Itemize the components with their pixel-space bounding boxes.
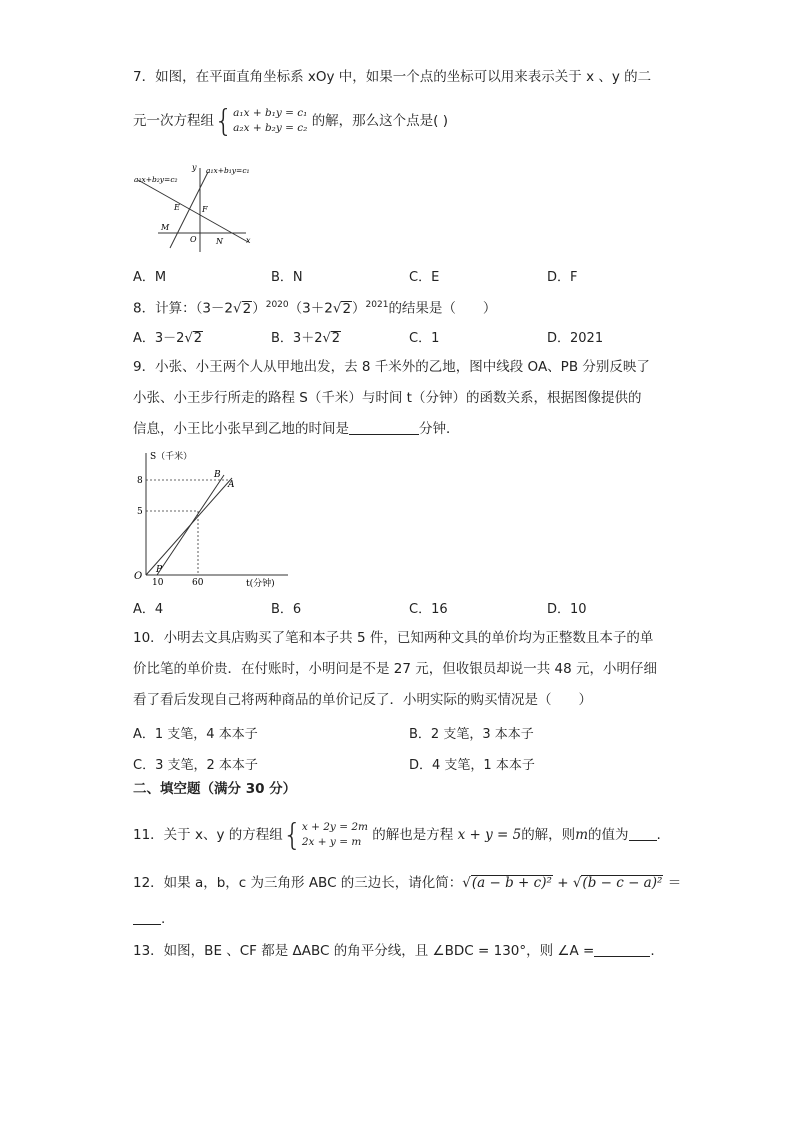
q8-option-b[interactable] — [271, 327, 341, 346]
q9-tick-8: 8 — [137, 476, 143, 486]
q12-radicand-2: (b − c − a)² — [582, 875, 663, 891]
q8-option-b-radicand: 2 — [331, 331, 341, 346]
q7-label-o: O — [190, 235, 197, 244]
q12-end: . — [161, 911, 166, 927]
q8-option-a[interactable] — [133, 327, 203, 346]
q9-line3a: 信息，小王比小张早到乙地的时间是 — [133, 421, 349, 437]
q9-option-b[interactable]: B．6 — [271, 602, 302, 617]
q8-option-b-text: B．3＋2 — [271, 331, 323, 346]
section-heading-fill-in: 二、填空题（满分 30 分） — [133, 781, 297, 797]
q9-xlabel: t(分钟) — [246, 579, 275, 589]
q11-brace: { — [282, 818, 302, 853]
q7-line2 — [133, 106, 448, 137]
q8-option-c[interactable]: C．1 — [409, 331, 440, 346]
q12-radicand-1: (a − b + c)² — [471, 875, 552, 891]
q9-label-a: A — [228, 480, 235, 490]
q7-label-e: E — [174, 203, 180, 212]
q9-figure — [128, 445, 298, 590]
q9-segment-pb — [157, 475, 224, 575]
q8-option-a-sqrt-icon: √ — [184, 331, 193, 346]
q13-answer-blank[interactable] — [594, 944, 650, 957]
q7-label-x: x — [246, 236, 251, 245]
q12-answer-blank[interactable] — [133, 912, 161, 925]
q12-line — [133, 874, 681, 892]
q9-tick-5: 5 — [137, 507, 143, 517]
q9-answer-blank[interactable] — [349, 422, 419, 435]
q7-label-n: N — [216, 237, 223, 246]
q10-option-a[interactable]: A．1 支笔，4 本本子 — [133, 727, 258, 742]
q7-pre: 元一次方程组 — [133, 113, 214, 129]
q11-m: m — [575, 827, 588, 843]
q12-equals: ＝ — [667, 875, 682, 891]
q9-line3b: 分钟． — [419, 421, 460, 437]
q8-exponent-1: 2020 — [265, 300, 289, 310]
q9-line2: 小张、小王步行所走的路程 S（千米）与时间 t（分钟）的函数关系，根据图像提供的 — [133, 390, 642, 406]
q12-sqrt-icon-2: √ — [572, 875, 582, 891]
q7-eq1: a₁x + b₁y = c₁ — [233, 107, 308, 119]
q13-line — [133, 942, 655, 960]
q8-post: 的结果是（ ） — [388, 300, 497, 317]
q11-mid: 的解也是方程 — [372, 827, 454, 843]
q7-option-c[interactable]: C．E — [409, 270, 440, 285]
q12-pre: 12．如果 a，b，c 为三角形 ABC 的三边长，请化简： — [133, 875, 463, 891]
q11-answer-blank[interactable] — [629, 828, 657, 841]
q7-brace: { — [214, 104, 234, 139]
q10-option-d[interactable]: D．4 支笔，1 本本子 — [409, 758, 535, 773]
q11-line — [133, 820, 661, 851]
q7-label-y: y — [192, 163, 197, 172]
q7-line1: 7．如图，在平面直角坐标系 xOy 中，如果一个点的坐标可以用来表示关于 x 、y 的二 — [133, 69, 652, 85]
q10-line3: 看了看后发现自己将两种商品的单价记反了．小明实际的购买情况是（ ） — [133, 692, 592, 708]
q8-sqrt-icon: √ — [233, 300, 242, 317]
q7-eq2: a₂x + b₂y = c₂ — [233, 122, 308, 134]
q7-figure — [128, 160, 258, 255]
q10-option-c[interactable]: C．3 支笔，2 本本子 — [133, 758, 258, 773]
q8-radicand-2: 2 — [342, 300, 352, 317]
q7-option-d[interactable]: D．F — [547, 270, 578, 285]
q9-tick-60: 60 — [192, 578, 204, 588]
q10-line2: 价比笔的单价贵．在付账时，小明问是不是 27 元，但收银员却说一共 48 元，小明仔细 — [133, 661, 658, 677]
q7-label-l1: a₁x+b₁y=c₁ — [206, 166, 250, 175]
q9-option-a[interactable]: A．4 — [133, 602, 164, 617]
q7-post: 的解，那么这个点是( ) — [311, 113, 449, 129]
q7-label-f: F — [202, 205, 208, 214]
q8-option-d[interactable]: D．2021 — [547, 331, 604, 346]
q9-option-d[interactable]: D．10 — [547, 602, 587, 617]
q11-equation-system — [302, 820, 368, 850]
q7-label-m: M — [161, 223, 170, 232]
q11-eq1: x + 2y = 2m — [301, 821, 368, 833]
q7-label-l2: a₂x+b₂y=c₂ — [134, 175, 178, 184]
q13-pre: 13．如图，BE 、CF 都是 ΔABC 的角平分线，且 ∠BDC = 130°，则 ∠A = — [133, 943, 595, 959]
q8-line: 8．计算：$(3-2√2)^{2020}(3+2√2)^{2021}$的结果是（ ） — [133, 300, 497, 317]
q12-plus: + — [557, 875, 569, 891]
q8-radicand-1: 2 — [242, 300, 252, 317]
q7-option-b[interactable]: B．N — [271, 270, 303, 285]
q11-eq3: x + y = 5 — [457, 827, 522, 843]
q9-ylabel: S（千米） — [150, 452, 193, 462]
q7-equation-system — [233, 106, 307, 136]
q13-end: . — [650, 943, 655, 959]
q9-label-o: O — [134, 571, 143, 582]
q10-option-b[interactable]: B．2 支笔，3 本本子 — [409, 727, 534, 742]
q12-sqrt-icon-1: √ — [462, 875, 471, 891]
q8-sqrt-icon-2: √ — [332, 300, 342, 317]
q8-option-b-sqrt-icon: √ — [322, 331, 331, 346]
q11-post1: 的解，则 — [521, 827, 576, 843]
q11-eq2: 2x + y = m — [301, 836, 362, 848]
q7-option-a[interactable]: A．M — [133, 270, 167, 285]
q11-end: . — [656, 827, 661, 843]
q10-line1: 10．小明去文具店购买了笔和本子共 5 件，已知两种文具的单价均为正整数且本子的单 — [133, 630, 654, 646]
q11-pre: 11．关于 x、y 的方程组 — [133, 827, 283, 843]
q12-answer-line — [133, 910, 165, 928]
q9-line3 — [133, 420, 460, 438]
q8-exponent-2: 2021 — [365, 300, 389, 310]
q9-tick-10: 10 — [152, 578, 164, 588]
q11-post2: 的值为 — [588, 827, 629, 843]
q8-option-a-text: A．3－2 — [133, 331, 185, 346]
q9-label-p: P — [156, 565, 163, 575]
q8-pre: 8．计算：（3－2 — [133, 300, 234, 317]
q9-line1: 9．小张、小王两个人从甲地出发，去 8 千米外的乙地，图中线段 OA、PB 分别反映了 — [133, 359, 650, 375]
q8-option-a-radicand: 2 — [193, 331, 203, 346]
q8-mid: （3＋2 — [288, 300, 333, 317]
q9-label-b: B — [214, 470, 221, 480]
q9-option-c[interactable]: C．16 — [409, 602, 448, 617]
